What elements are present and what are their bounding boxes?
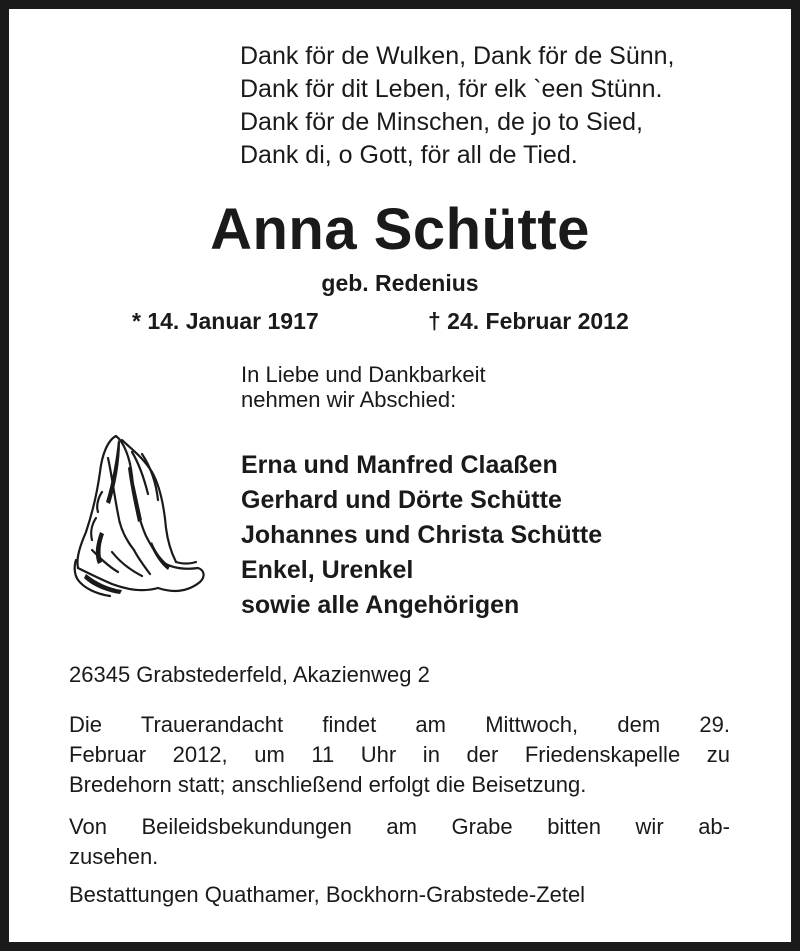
poem-line: Dank di, o Gott, för all de Tied. [240,141,578,169]
praying-hands-icon [72,432,208,600]
funeral-home: Bestattungen Quathamer, Bockhorn-Grabstede-Zetel [69,882,586,907]
birth-date: * 14. Januar 1917 [132,308,319,334]
deceased-name: Anna Schütte [210,197,590,262]
service-line: Die Trauerandacht findet am Mittwoch, dem 29. [69,712,730,737]
farewell-intro [241,362,486,412]
family-address: 26345 Grabstederfeld, Akazienweg 2 [69,662,430,687]
condolence-line: zusehen. [69,844,159,869]
maiden-name: geb. Redenius [321,270,479,296]
mourners-list [241,448,602,623]
mourner-entry: Enkel, Urenkel [241,556,414,584]
poem [240,40,675,172]
condolence-notice [69,812,730,872]
mourner-entry: Johannes und Christa Schütte [241,521,603,549]
farewell-line: nehmen wir Abschied: [241,387,457,412]
service-line: Bredehorn statt; anschließend erfolgt die Beisetzung. [69,772,587,797]
farewell-line: In Liebe und Dankbarkeit [241,362,486,387]
service-notice [69,710,730,800]
poem-line: Dank för de Minschen, de jo to Sied, [240,108,644,136]
poem-line: Dank för dit Leben, för elk `een Stünn. [240,75,663,103]
death-date: † 24. Februar 2012 [428,308,629,334]
condolence-line: Von Beileidsbekundungen am Grabe bitten wir ab- [69,814,730,839]
service-line: Februar 2012, um 11 Uhr in der Friedenskapelle zu [69,742,730,767]
mourner-entry: Gerhard und Dörte Schütte [241,486,562,514]
mourner-entry: Erna und Manfred Claaßen [241,451,558,479]
mourner-entry: sowie alle Angehörigen [241,591,520,619]
poem-line: Dank för de Wulken, Dank för de Sünn, [240,42,675,70]
